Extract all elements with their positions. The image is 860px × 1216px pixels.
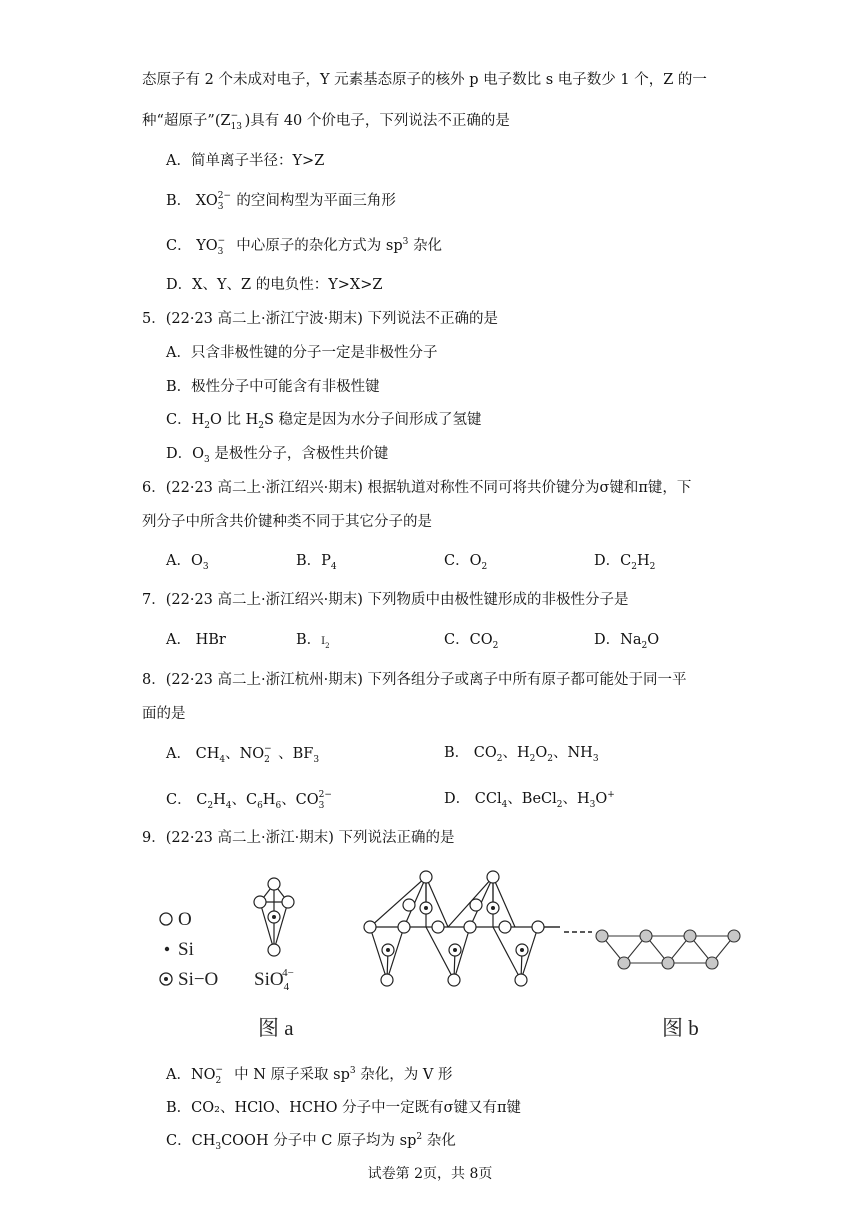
q4-option-a [166, 151, 324, 171]
q6-stem-1-text: 6．(22·23 高二上·浙江绍兴·期末) 根据轨道对称性不同可将共价键分为σ键和π键，下 [142, 480, 692, 496]
q8-d-p0: CCl [474, 791, 502, 807]
q5-stem [142, 309, 498, 329]
q7-b-label: B． [296, 632, 322, 648]
q8-d-p5: 3 [589, 799, 596, 810]
q6-b-sub: 4 [330, 561, 337, 572]
q5-c-post: S 稳定是因为水分子间形成了氢键 [263, 412, 482, 428]
q8-option-b [444, 743, 599, 763]
q7-option-a [166, 630, 226, 650]
q8-d-p1: 4 [501, 799, 508, 810]
z13-script [230, 110, 245, 132]
q8-a-label: A． [166, 746, 191, 762]
q7-d-label: D． [594, 632, 621, 648]
xo3-charge: 2− [217, 191, 232, 201]
q4-option-a-text: A．简单离子半径：Y>Z [166, 153, 325, 169]
q4-option-b [166, 190, 396, 211]
q7-option-c [444, 630, 498, 650]
q6-c-sub: 2 [481, 561, 488, 572]
intro-line-1 [142, 70, 707, 90]
q6-option-c [444, 551, 487, 571]
q8-c-p8: 、CO [281, 792, 319, 808]
q7-option-b [296, 630, 330, 652]
sio4-main: SiO [254, 969, 284, 990]
q8-d-p7: + [607, 790, 615, 801]
q7-c-main: CO [469, 632, 493, 648]
q5-d-post: 是极性分子，含极性共价键 [209, 446, 389, 462]
q6-d-main1: C [620, 553, 632, 569]
q6-a-label: A． [166, 553, 191, 569]
q8-a-p6: 3 [313, 754, 320, 765]
q8-c-p0: C [196, 792, 208, 808]
q9-a-sup2: 3 [349, 1066, 356, 1077]
legend-o-label: O [178, 909, 192, 930]
q6-stem-2-text: 列分子中所含共价键种类不同于其它分子的是 [142, 514, 432, 530]
q8-b-p7: 3 [592, 753, 599, 764]
q5-stem-text: 5．(22·23 高二上·浙江宁波·期末) 下列说法不正确的是 [142, 311, 498, 327]
q7-d-end: O [647, 632, 660, 648]
q8-a-p5: 、BF [278, 746, 314, 762]
q6-option-d [594, 551, 655, 571]
q8-b-p0: CO [473, 745, 497, 761]
legend-si-icon [165, 947, 169, 951]
yo3-charge: − [217, 236, 226, 246]
q4-option-b-pre: B． XO [166, 193, 218, 209]
q8-d-p3: 2 [556, 799, 563, 810]
q8-stem-2-text: 面的是 [142, 706, 186, 722]
silicate-chain [364, 871, 560, 986]
q4-option-d [166, 275, 382, 295]
q5-option-b-text: B．极性分子中可能含有非极性键 [166, 379, 380, 395]
q6-a-main: O [190, 553, 203, 569]
q9-option-c [166, 1131, 456, 1151]
q6-c-main: O [469, 553, 482, 569]
q8-b-p1: 2 [496, 753, 503, 764]
q4-option-c [166, 235, 442, 256]
q9-a-mid: 中 N 原子采取 sp [229, 1067, 350, 1083]
q8-b-p6: 、NH [553, 745, 593, 761]
sio4-sub: 4 [283, 981, 290, 993]
q8-b-p5: 2 [547, 753, 553, 764]
q5-c-sub2: 2 [258, 420, 264, 431]
q8-d-p2: 、BeCl [507, 791, 557, 807]
footer-text: 试卷第 2页，共 8页 [367, 1166, 493, 1182]
q6-stem-2 [142, 512, 432, 532]
xo3-index: 3 [217, 202, 224, 212]
q9-a-post: 杂化，为 V 形 [355, 1067, 453, 1083]
legend-sio-label: Si−O [178, 969, 219, 990]
q4-option-c-post: 中心原子的杂化方式为 sp [231, 238, 403, 254]
q8-b-p3: 2 [529, 753, 536, 764]
q8-c-p9: 3 [318, 801, 325, 811]
q7-b-main: I [321, 636, 326, 647]
q9-a-pre: A．NO [166, 1067, 216, 1083]
q8-c-p2: H [213, 792, 226, 808]
q6-d-sub1: 2 [631, 561, 637, 572]
q5-option-c [166, 410, 482, 430]
q8-d-p4: 、H [562, 791, 590, 807]
intro-text-2a: 种“超原子”(Z [142, 113, 231, 129]
q9-c-sup: 2 [416, 1132, 423, 1143]
q8-option-c [166, 789, 333, 810]
q8-a-p2: 、NO [225, 746, 265, 762]
q8-b-p2: 、H [502, 745, 530, 761]
q9-c-end: 杂化 [422, 1133, 456, 1149]
q6-option-b [296, 551, 337, 571]
q8-c-p7: 6 [275, 800, 282, 811]
no2-script [264, 743, 278, 765]
q9-stem [142, 828, 455, 848]
q4-option-b-post: 的空间构型为平面三角形 [231, 193, 396, 209]
q5-option-a-text: A．只含非极性键的分子一定是非极性分子 [166, 345, 438, 361]
legend-si-label: Si [178, 939, 194, 960]
q6-d-label: D． [594, 553, 621, 569]
q5-c-pre: C．H [166, 412, 205, 428]
q8-c-p4: 、C [231, 792, 258, 808]
q7-d-sub: 2 [641, 640, 648, 651]
q6-a-sub: 3 [202, 561, 209, 572]
q9-b-text: B．CO₂、HClO、HCHO 分子中一定既有σ键又有π键 [166, 1100, 522, 1116]
q5-d-sub: 3 [204, 454, 210, 465]
caption-a: 图 a [258, 1016, 294, 1040]
q6-b-label: B． [296, 553, 322, 569]
q6-b-main: P [321, 553, 331, 569]
q8-d-p6: O [595, 791, 608, 807]
q8-c-p6: H [262, 792, 276, 808]
q9-option-a [166, 1064, 452, 1085]
q5-option-d [166, 444, 388, 464]
no2-script-q9 [215, 1064, 230, 1086]
q8-c-label: C． [166, 792, 192, 808]
q4-option-d-text: D．X、Y、Z 的电负性：Y>X>Z [166, 277, 383, 293]
caption-b: 图 b [662, 1016, 699, 1040]
silicate-zigzag [596, 930, 740, 969]
q5-c-mid: O 比 H [209, 412, 259, 428]
q8-c-p10: 2− [318, 790, 332, 800]
q9-c-pre: C．CH [166, 1133, 216, 1149]
q5-c-sub1: 2 [204, 420, 210, 431]
q7-a-text: A． HBr [166, 632, 226, 648]
q8-d-label: D． [444, 791, 471, 807]
q7-c-sub: 2 [492, 640, 499, 651]
q6-option-a [166, 551, 209, 571]
q6-d-main2: H [636, 553, 650, 569]
q7-d-main: Na [620, 632, 642, 648]
q7-stem-text: 7．(22·23 高二上·浙江绍兴·期末) 下列物质中由极性键形成的非极性分子是 [142, 592, 629, 608]
z13-charge: − [230, 111, 239, 121]
q6-d-sub2: 2 [649, 561, 656, 572]
q7-option-d [594, 630, 659, 650]
q8-a-p0: CH [195, 746, 220, 762]
q8-a-p3: 2 [264, 755, 270, 765]
q4-option-c-end: 杂化 [408, 238, 442, 254]
intro-text-2b: )具有 40 个价电子，下列说法不正确的是 [244, 113, 510, 129]
q8-c-p1: 2 [207, 800, 214, 811]
q8-option-a [166, 743, 319, 764]
q8-c-p3: 4 [225, 800, 232, 811]
sio4-formula [254, 967, 294, 993]
co3-script [318, 789, 333, 811]
q5-option-a [166, 343, 437, 363]
sio4-sup: 4− [282, 967, 294, 979]
z13-index: 13 [230, 122, 243, 132]
intro-line-2 [142, 110, 510, 131]
q8-a-p1: 4 [219, 754, 226, 765]
q8-b-label: B． [444, 745, 470, 761]
q8-stem-2 [142, 704, 186, 724]
silicate-figure [150, 862, 750, 1047]
intro-text-1: 态原子有 2 个未成对电子，Y 元素基态原子的核外 p 电子数比 s 电子数少 1 个，Z 的一 [142, 72, 707, 88]
xo3-script [217, 190, 232, 212]
q6-c-label: C． [444, 553, 470, 569]
q9-a-sup: − [215, 1065, 224, 1075]
q7-b-sub: 2 [325, 641, 330, 650]
q7-stem [142, 590, 628, 610]
yo3-script [217, 235, 232, 257]
sp3-sup: 3 [402, 237, 409, 248]
q7-c-label: C． [444, 632, 470, 648]
q8-stem-1 [142, 670, 686, 690]
q9-c-sub: 3 [215, 1141, 222, 1152]
figure-legend [160, 909, 218, 990]
q9-stem-text: 9．(22·23 高二上·浙江·期末) 下列说法正确的是 [142, 830, 455, 846]
page-footer [0, 1163, 860, 1183]
q8-a-p4: − [264, 744, 272, 754]
q4-option-c-pre: C． YO [166, 238, 218, 254]
q8-c-p5: 6 [257, 800, 263, 811]
q8-b-p4: O [535, 745, 548, 761]
q8-option-d [444, 789, 615, 809]
q9-a-sub: 2 [215, 1076, 222, 1086]
q5-d-pre: D．O [166, 446, 205, 462]
yo3-index: 3 [217, 247, 224, 257]
legend-o-icon [160, 913, 172, 925]
q9-option-b [166, 1098, 521, 1118]
q8-stem-1-text: 8．(22·23 高二上·浙江杭州·期末) 下列各组分子或离子中所有原子都可能处于同一平 [142, 672, 687, 688]
q9-c-post: COOH 分子中 C 原子均为 sp [221, 1133, 417, 1149]
q6-stem-1 [142, 478, 691, 498]
q5-option-b [166, 377, 380, 397]
sio4-tetrahedron [254, 878, 294, 956]
